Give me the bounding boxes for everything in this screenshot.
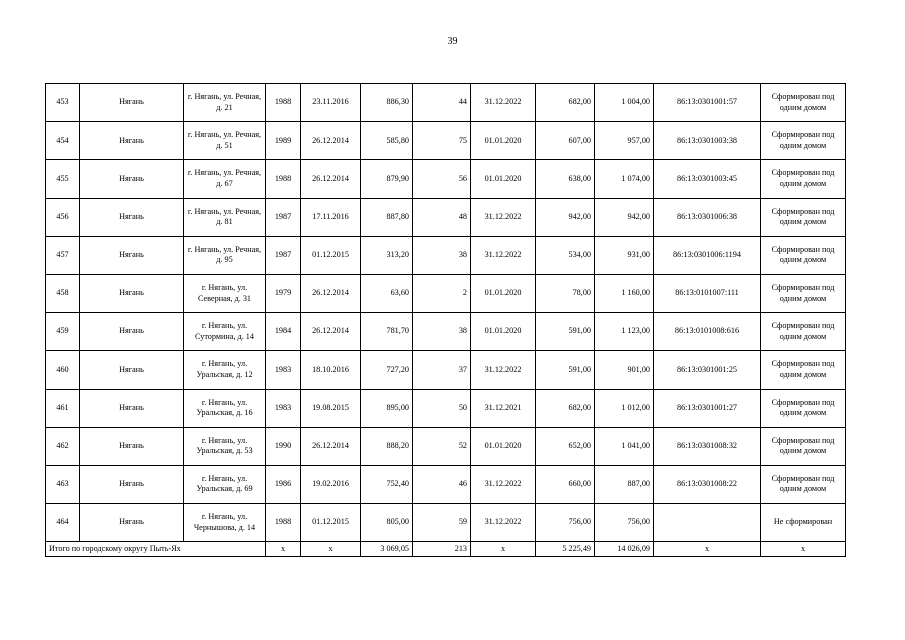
residents-cell: 75 — [413, 122, 471, 160]
total-residents: 213 — [413, 542, 471, 557]
address-cell: г. Нягань, ул. Речная, д. 21 — [184, 84, 266, 122]
row-number: 459 — [46, 313, 80, 351]
cadastral-number-cell: 86:13:0101007:111 — [654, 274, 761, 312]
cadastral-number-cell: 86:13:0301006:38 — [654, 198, 761, 236]
table-row — [46, 274, 846, 312]
residents-cell: 38 — [413, 236, 471, 274]
year-cell: 1987 — [266, 198, 301, 236]
status-cell: Сформирован под одним домом — [761, 351, 846, 389]
total-row — [46, 542, 846, 557]
value2-cell: 957,00 — [595, 122, 654, 160]
area-cell: 888,20 — [361, 427, 413, 465]
year-cell: 1984 — [266, 313, 301, 351]
value1-cell: 756,00 — [536, 504, 595, 542]
total-v2: 14 026,09 — [595, 542, 654, 557]
value1-cell: 652,00 — [536, 427, 595, 465]
year-cell: 1988 — [266, 84, 301, 122]
area-cell: 752,40 — [361, 465, 413, 503]
address-cell: г. Нягань, ул. Сутормина, д. 14 — [184, 313, 266, 351]
value1-cell: 682,00 — [536, 84, 595, 122]
deadline-cell: 01.01.2020 — [471, 274, 536, 312]
value2-cell: 887,00 — [595, 465, 654, 503]
address-cell: г. Нягань, ул. Речная, д. 67 — [184, 160, 266, 198]
date-cell: 18.10.2016 — [301, 351, 361, 389]
value1-cell: 591,00 — [536, 313, 595, 351]
value1-cell: 591,00 — [536, 351, 595, 389]
table-row — [46, 313, 846, 351]
table-body — [46, 84, 846, 542]
deadline-cell: 31.12.2022 — [471, 236, 536, 274]
area-cell: 879,90 — [361, 160, 413, 198]
deadline-cell: 31.12.2022 — [471, 504, 536, 542]
year-cell: 1983 — [266, 351, 301, 389]
table-row — [46, 122, 846, 160]
address-cell: г. Нягань, ул. Северная, д. 31 — [184, 274, 266, 312]
residents-cell: 38 — [413, 313, 471, 351]
value1-cell: 638,00 — [536, 160, 595, 198]
status-cell: Сформирован под одним домом — [761, 313, 846, 351]
total-date: х — [301, 542, 361, 557]
date-cell: 26.12.2014 — [301, 313, 361, 351]
city-cell: Нягань — [80, 198, 184, 236]
address-cell: г. Нягань, ул. Речная, д. 51 — [184, 122, 266, 160]
year-cell: 1986 — [266, 465, 301, 503]
table-row — [46, 198, 846, 236]
status-cell: Сформирован под одним домом — [761, 236, 846, 274]
residents-cell: 56 — [413, 160, 471, 198]
date-cell: 17.11.2016 — [301, 198, 361, 236]
row-number: 463 — [46, 465, 80, 503]
year-cell: 1988 — [266, 504, 301, 542]
value2-cell: 1 004,00 — [595, 84, 654, 122]
address-cell: г. Нягань, ул. Уральская, д. 53 — [184, 427, 266, 465]
date-cell: 26.12.2014 — [301, 427, 361, 465]
deadline-cell: 31.12.2022 — [471, 351, 536, 389]
row-number: 461 — [46, 389, 80, 427]
deadline-cell: 01.01.2020 — [471, 427, 536, 465]
cadastral-number-cell: 86:13:0301001:27 — [654, 389, 761, 427]
table-row — [46, 504, 846, 542]
row-number: 464 — [46, 504, 80, 542]
year-cell: 1988 — [266, 160, 301, 198]
residents-cell: 37 — [413, 351, 471, 389]
city-cell: Нягань — [80, 504, 184, 542]
value2-cell: 756,00 — [595, 504, 654, 542]
total-area: 3 069,05 — [361, 542, 413, 557]
table-row — [46, 427, 846, 465]
row-number: 455 — [46, 160, 80, 198]
row-number: 460 — [46, 351, 80, 389]
address-cell: г. Нягань, ул. Уральская, д. 12 — [184, 351, 266, 389]
deadline-cell: 01.01.2020 — [471, 122, 536, 160]
total-v1: 5 225,49 — [536, 542, 595, 557]
year-cell: 1989 — [266, 122, 301, 160]
date-cell: 01.12.2015 — [301, 504, 361, 542]
total-label: Итого по городскому округу Пыть-Ях — [46, 542, 266, 557]
city-cell: Нягань — [80, 84, 184, 122]
value1-cell: 682,00 — [536, 389, 595, 427]
residents-cell: 2 — [413, 274, 471, 312]
status-cell: Сформирован под одним домом — [761, 84, 846, 122]
area-cell: 63,60 — [361, 274, 413, 312]
cadastral-number-cell: 86:13:0301006:1194 — [654, 236, 761, 274]
value1-cell: 942,00 — [536, 198, 595, 236]
row-number: 456 — [46, 198, 80, 236]
cadastral-number-cell: 86:13:0301003:45 — [654, 160, 761, 198]
page-number: 39 — [447, 36, 458, 47]
city-cell: Нягань — [80, 427, 184, 465]
address-cell: г. Нягань, ул. Уральская, д. 16 — [184, 389, 266, 427]
row-number: 453 — [46, 84, 80, 122]
address-cell: г. Нягань, ул. Чернышова, д. 14 — [184, 504, 266, 542]
row-number: 458 — [46, 274, 80, 312]
value1-cell: 660,00 — [536, 465, 595, 503]
residents-cell: 59 — [413, 504, 471, 542]
deadline-cell: 31.12.2021 — [471, 389, 536, 427]
residents-cell: 50 — [413, 389, 471, 427]
year-cell: 1979 — [266, 274, 301, 312]
cadastral-number-cell: 86:13:0301003:38 — [654, 122, 761, 160]
status-cell: Сформирован под одним домом — [761, 122, 846, 160]
total-deadline: х — [471, 542, 536, 557]
value2-cell: 1 123,00 — [595, 313, 654, 351]
table-row — [46, 389, 846, 427]
table-row — [46, 84, 846, 122]
area-cell: 895,00 — [361, 389, 413, 427]
cadastral-number-cell: 86:13:0301001:25 — [654, 351, 761, 389]
total-cadastral: х — [654, 542, 761, 557]
value1-cell: 607,00 — [536, 122, 595, 160]
year-cell: 1983 — [266, 389, 301, 427]
city-cell: Нягань — [80, 122, 184, 160]
total-status: х — [761, 542, 846, 557]
housing-registry-table — [45, 83, 846, 557]
area-cell: 805,00 — [361, 504, 413, 542]
value2-cell: 1 160,00 — [595, 274, 654, 312]
deadline-cell: 31.12.2022 — [471, 84, 536, 122]
value2-cell: 942,00 — [595, 198, 654, 236]
value2-cell: 931,00 — [595, 236, 654, 274]
date-cell: 19.02.2016 — [301, 465, 361, 503]
address-cell: г. Нягань, ул. Уральская, д. 69 — [184, 465, 266, 503]
area-cell: 727,20 — [361, 351, 413, 389]
city-cell: Нягань — [80, 160, 184, 198]
area-cell: 887,80 — [361, 198, 413, 236]
deadline-cell: 31.12.2022 — [471, 198, 536, 236]
year-cell: 1990 — [266, 427, 301, 465]
date-cell: 26.12.2014 — [301, 274, 361, 312]
city-cell: Нягань — [80, 389, 184, 427]
value1-cell: 534,00 — [536, 236, 595, 274]
deadline-cell: 01.01.2020 — [471, 313, 536, 351]
residents-cell: 48 — [413, 198, 471, 236]
status-cell: Сформирован под одним домом — [761, 198, 846, 236]
row-number: 457 — [46, 236, 80, 274]
city-cell: Нягань — [80, 351, 184, 389]
date-cell: 19.08.2015 — [301, 389, 361, 427]
year-cell: 1987 — [266, 236, 301, 274]
cadastral-number-cell: 86:13:0301008:32 — [654, 427, 761, 465]
status-cell: Сформирован под одним домом — [761, 465, 846, 503]
status-cell: Сформирован под одним домом — [761, 389, 846, 427]
residents-cell: 52 — [413, 427, 471, 465]
value2-cell: 901,00 — [595, 351, 654, 389]
date-cell: 23.11.2016 — [301, 84, 361, 122]
city-cell: Нягань — [80, 236, 184, 274]
city-cell: Нягань — [80, 313, 184, 351]
area-cell: 585,80 — [361, 122, 413, 160]
status-cell: Сформирован под одним домом — [761, 427, 846, 465]
cadastral-number-cell: 86:13:0301001:57 — [654, 84, 761, 122]
date-cell: 26.12.2014 — [301, 160, 361, 198]
cadastral-number-cell — [654, 504, 761, 542]
table-row — [46, 351, 846, 389]
value2-cell: 1 041,00 — [595, 427, 654, 465]
city-cell: Нягань — [80, 274, 184, 312]
status-cell: Не сформирован — [761, 504, 846, 542]
row-number: 462 — [46, 427, 80, 465]
cadastral-number-cell: 86:13:0101008:616 — [654, 313, 761, 351]
area-cell: 886,30 — [361, 84, 413, 122]
table-row — [46, 160, 846, 198]
table-row — [46, 465, 846, 503]
value1-cell: 78,00 — [536, 274, 595, 312]
residents-cell: 44 — [413, 84, 471, 122]
table-row — [46, 236, 846, 274]
row-number: 454 — [46, 122, 80, 160]
area-cell: 781,70 — [361, 313, 413, 351]
total-year: х — [266, 542, 301, 557]
value2-cell: 1 074,00 — [595, 160, 654, 198]
status-cell: Сформирован под одним домом — [761, 160, 846, 198]
address-cell: г. Нягань, ул. Речная, д. 95 — [184, 236, 266, 274]
address-cell: г. Нягань, ул. Речная, д. 81 — [184, 198, 266, 236]
value2-cell: 1 012,00 — [595, 389, 654, 427]
deadline-cell: 31.12.2022 — [471, 465, 536, 503]
status-cell: Сформирован под одним домом — [761, 274, 846, 312]
date-cell: 26.12.2014 — [301, 122, 361, 160]
area-cell: 313,20 — [361, 236, 413, 274]
residents-cell: 46 — [413, 465, 471, 503]
city-cell: Нягань — [80, 465, 184, 503]
deadline-cell: 01.01.2020 — [471, 160, 536, 198]
cadastral-number-cell: 86:13:0301008:22 — [654, 465, 761, 503]
date-cell: 01.12.2015 — [301, 236, 361, 274]
